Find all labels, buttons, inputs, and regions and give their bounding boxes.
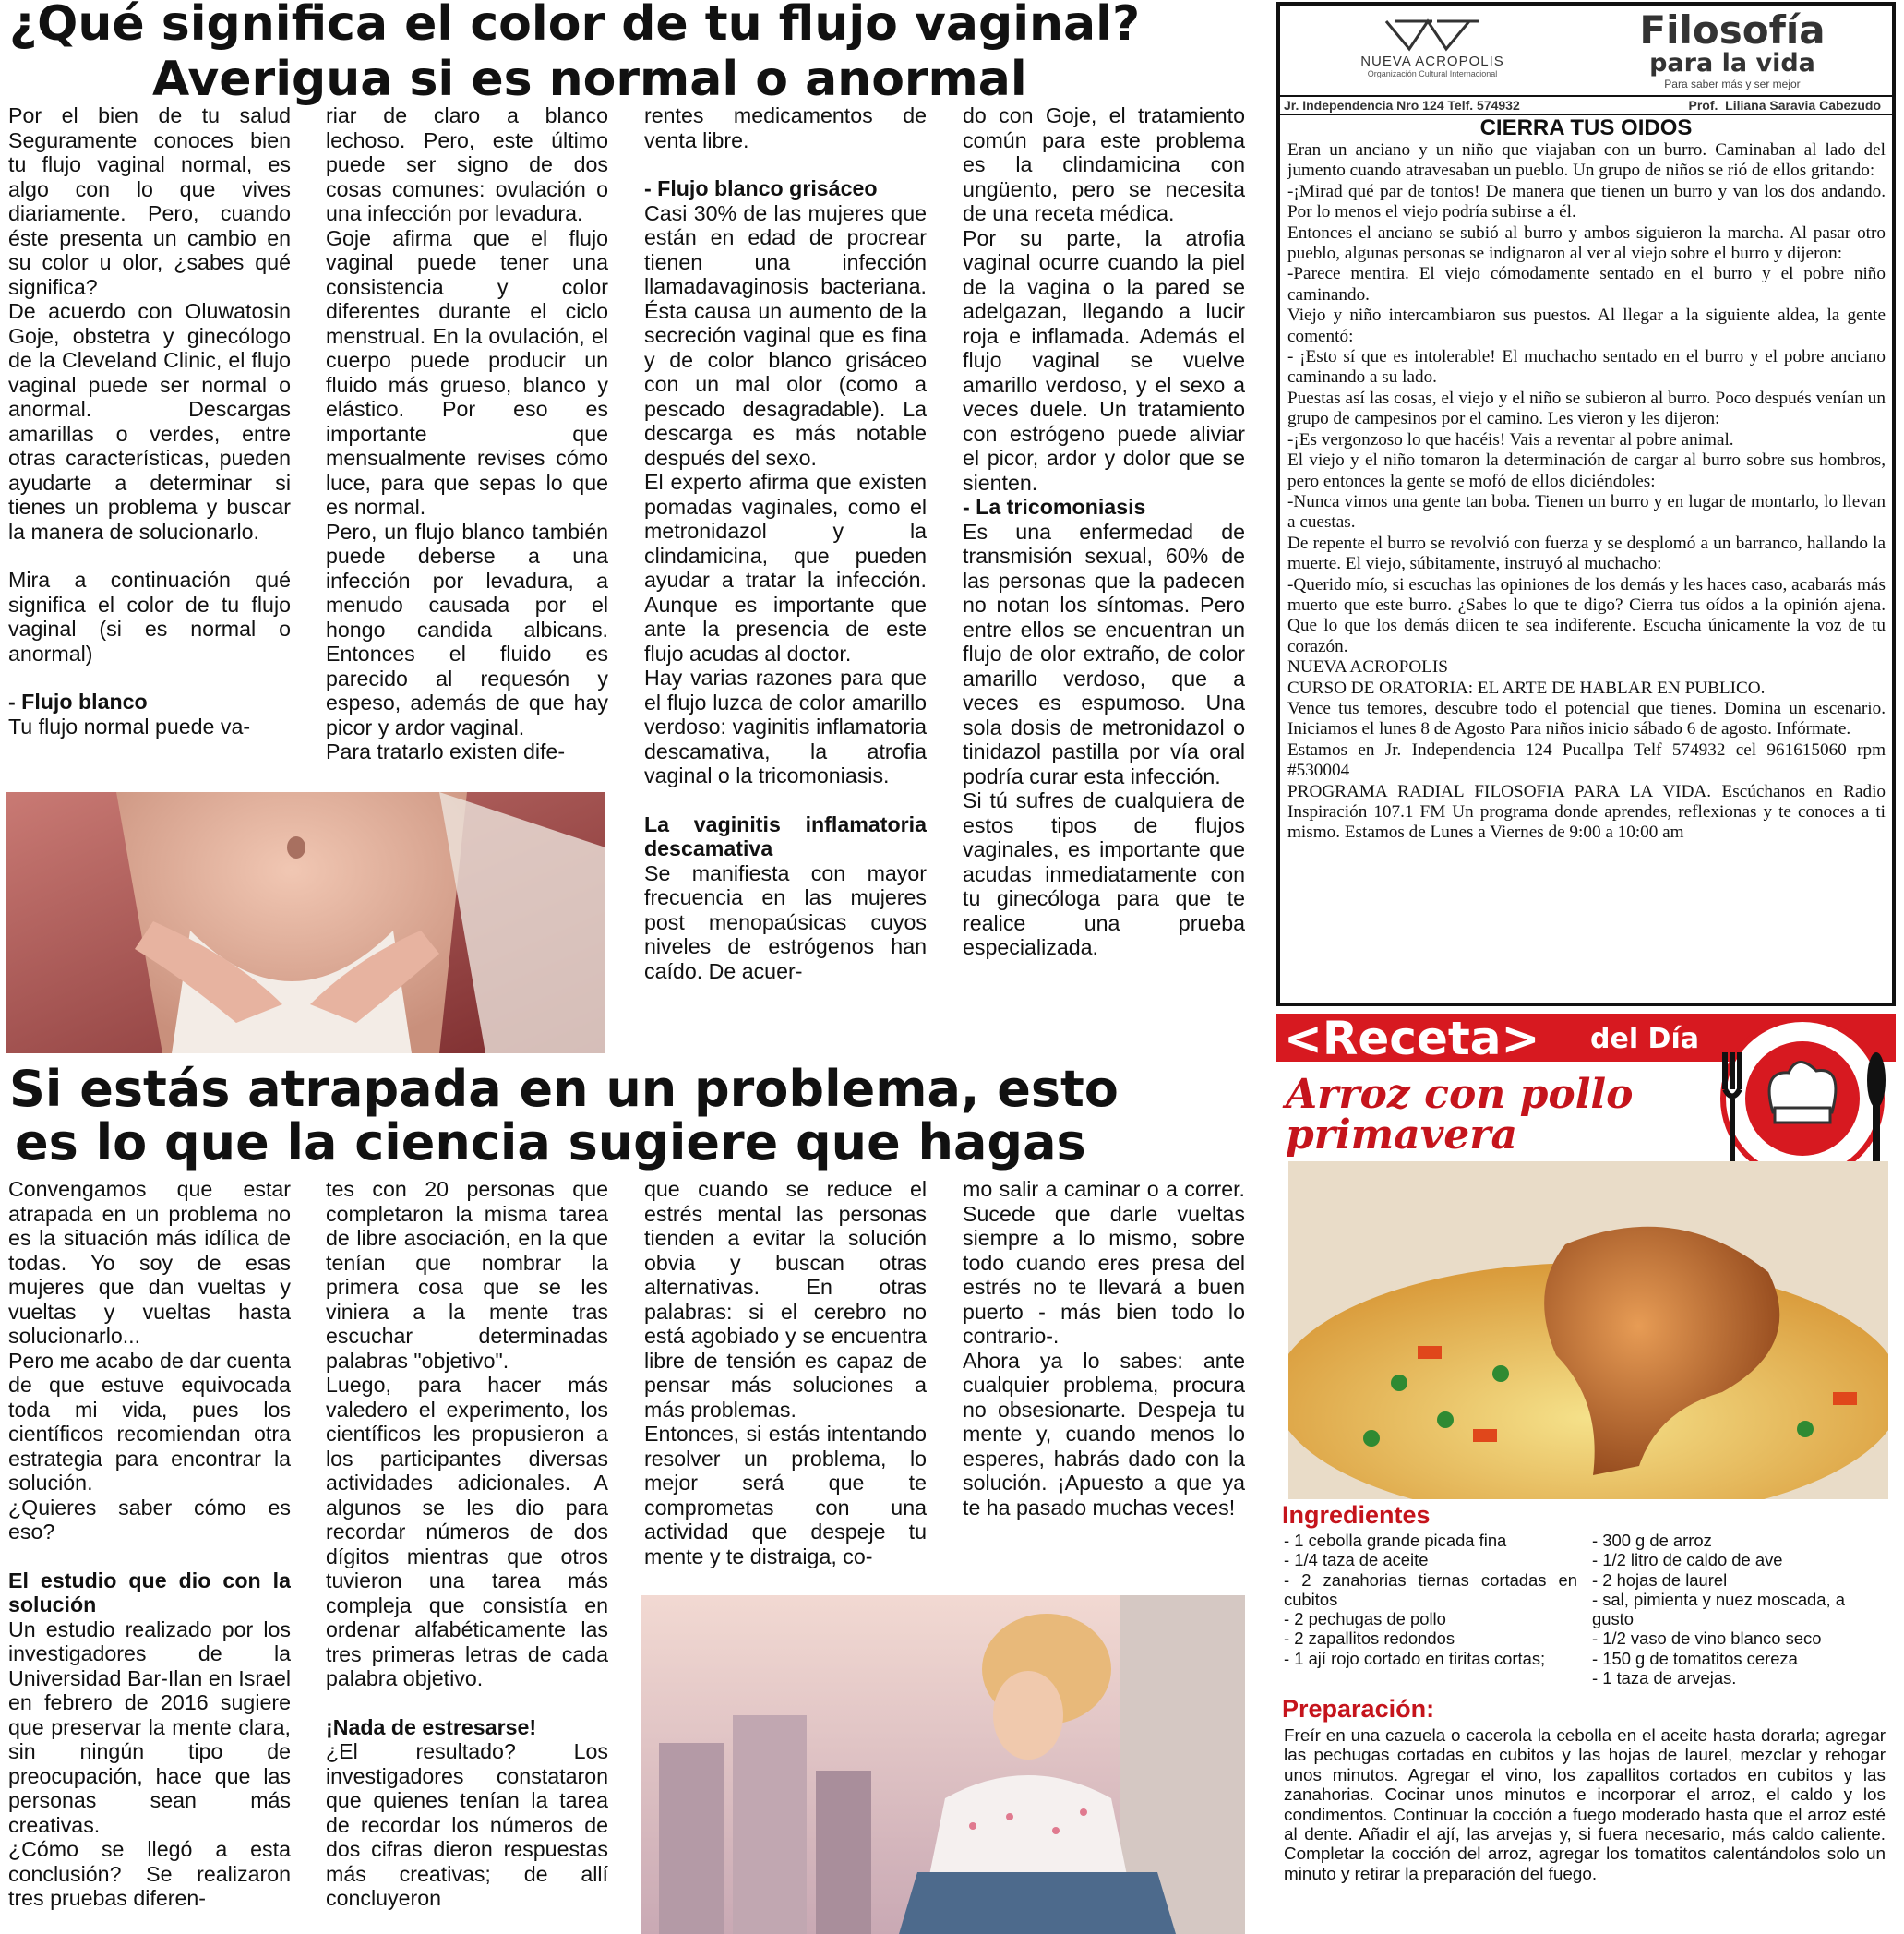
paragraph: que cuando se reduce el estrés mental las personas tienden a evitar la solución obvia y buscan otras alternativas. En otras palabras: si el cerebro no está agobiado y se encuentra libre de tensión es capaz de pensar más soluciones a más problemas.	[644, 1177, 927, 1422]
paragraph: Es una enfermedad de transmisión sexual, 60% de las personas que la padecen no notan los síntomas. Pero entre ellos se encuentran un flujo de olor extraño, de color amarillo verdoso, que a veces es espumoso. Una sola dosis de metronidazol o tinidazol pastilla por vía oral podría curar esta infección.	[963, 519, 1245, 788]
recipe-box	[1276, 1014, 1896, 1934]
paragraph: Pero, un flujo blanco también puede deberse a una infección por levadura, a menudo causada por el hongo candida albicans. Entonces el fluido es parecido al requesón y espeso, además de que hay picor y ardor vaginal.	[326, 519, 608, 739]
recipe-header-title: <Receta>	[1284, 1012, 1540, 1065]
paragraph: Entonces, si estás intentando resolver un problema, lo mejor será que te comprometas con una actividad que despeje tu mente y te distraiga, co-	[644, 1422, 927, 1568]
paragraph: riar de claro a blanco lechoso. Pero, este último puede ser signo de dos cosas comunes: ovulación o una infección por levadura.	[326, 103, 608, 225]
woman-photo-illustration	[6, 792, 605, 1053]
article1-photo	[6, 792, 605, 1053]
subheading: ¡Nada de estresarse!	[326, 1714, 537, 1739]
ingredient-item: - 2 zapallitos redondos	[1284, 1628, 1455, 1649]
article2-photo	[641, 1595, 1245, 1934]
subheading: El estudio que dio con la solución	[8, 1568, 291, 1616]
dish-line1: Arroz con pollo	[1286, 1071, 1634, 1118]
ingredients-list-left	[1284, 1531, 1577, 1668]
paragraph: Tu flujo normal puede va-	[8, 714, 251, 739]
paragraph: De acuerdo con Oluwatosin Goje, obstetra y ginecólogo de la Cleveland Clinic, el flujo vaginal puede ser normal o anormal. Descargas amarillas o verdes, entre otras características, pueden ayudarte a determinar si tienes un problema y buscar la manera de solucionarlo.	[8, 299, 291, 544]
preparation-text: Freír en una cazuela o cacerola la cebolla en el aceite hasta dorarla; agregar las pechugas cortadas en cubitos y las hojas de laurel, mezclar y rehogar unos minutos. Agregar el vino, los zapallitos cortados en cubitos y las zanahorias. Cocinar unos minutos e incorporar el arroz, el caldo y los condimentos. Continuar la cocción a fuego moderado hasta que el arroz esté al dente. Añadir el ají, las arvejas y, si fuera necesario, más caldo caliente. Completar la cocción del arroz, agregar los tomatitos calentándolos solo un minuto y retirar la preparación del fuego.	[1284, 1726, 1886, 1884]
paragraph: tes con 20 personas que completaron la misma tarea de libre asociación, en la que tenían que nombrar la primera cosa que se les viniera a la mente tras escuchar determinadas palabras "objetivo".	[326, 1177, 608, 1373]
paragraph: do con Goje, el tratamiento común para este problema es la clindamicina con ungüento, pero se necesita de una receta médica.	[963, 103, 1245, 225]
story-paragraph: -¡Es vergonzoso lo que hacéis! Vais a reventar al pobre animal.	[1287, 429, 1734, 450]
acropolis-logo-icon	[1377, 17, 1488, 54]
article2-column-4	[963, 1177, 1245, 1583]
brand-title	[1594, 7, 1871, 90]
professor-credit	[1688, 97, 1881, 114]
address-bar	[1280, 95, 1892, 115]
recipe-header-sub: del Día	[1590, 1023, 1699, 1055]
ingredient-item: - 1/2 vaso de vino blanco seco	[1592, 1628, 1822, 1649]
address-text: Jr. Independencia Nro 124 Telf. 574932	[1284, 98, 1520, 113]
ingredient-item: - 1/4 taza de aceite	[1284, 1550, 1429, 1570]
paragraph: Pero me acabo de dar cuenta de que estuve equivocada toda mi vida, pues los científicos recomiendan otra estrategia para encontrar la solución.	[8, 1348, 291, 1495]
story-paragraph: -Nunca vimos una gente tan boba. Tienen un burro y en lugar de montarlo, lo llevan a cuestas.	[1287, 491, 1886, 533]
paragraph-gap	[8, 666, 291, 690]
chicken-rice-illustration	[1288, 1161, 1888, 1499]
paragraph: Goje afirma que el flujo vaginal puede tener una consistencia y color diferentes durante el ciclo menstrual. En la ovulación, el cuerpo puede producir un fluido más grueso, blanco y elástico. Por eso es importante que mensualmente revises cómo luce, para que sepas lo que es normal.	[326, 225, 608, 519]
recipe-dish-name	[1286, 1071, 1634, 1159]
paragraph: Luego, para hacer más valedero el experimento, los científicos les propusieron a los participantes diversas actividades adicionales. A algunos se les dio para recordar números de dos dígitos mientras que otros tuvieron una tarea más compleja que consistía en ordenar alfabéticamente las tres primeras letras de cada palabra objetivo.	[326, 1373, 608, 1690]
brand-line2: para la vida	[1649, 49, 1815, 78]
article2-column-2	[326, 1177, 608, 1934]
ingredient-item: - 2 pechugas de pollo	[1284, 1609, 1446, 1629]
paragraph-gap	[8, 1544, 291, 1568]
ingredients-title: Ingredientes	[1282, 1501, 1431, 1529]
paragraph-gap	[8, 544, 291, 568]
paragraph-gap	[644, 152, 927, 176]
story-body	[1287, 140, 1886, 1006]
brand-line1: Filosofía	[1639, 7, 1826, 53]
article1-column-2	[326, 103, 608, 787]
dish-line2: primavera	[1286, 1111, 1517, 1159]
paragraph: Ahora ya lo sabes: ante cualquier problema, procura no obsesionarte. Despeja tu mente y, cuando menos lo esperes, habrás dado con la solución. ¡Apuesto a que ya te ha pasado muchas veces!	[963, 1348, 1245, 1520]
paragraph: Mira a continuación qué significa el color de tu flujo vaginal (si es normal o anormal)	[8, 568, 291, 666]
story-paragraph: Estamos en Jr. Independencia 124 Pucallpa Telf 574932 cel 961615060 rpm #530004	[1287, 739, 1886, 781]
brand-tagline: Para saber más y ser mejor	[1664, 78, 1801, 90]
recipe-photo	[1288, 1161, 1888, 1499]
paragraph: Se manifiesta con mayor frecuencia en las mujeres post menopaúsicas cuyos niveles de estrógenos han caído. De acuer-	[644, 860, 927, 983]
story-paragraph: NUEVA ACROPOLIS	[1287, 657, 1448, 678]
thinking-woman-illustration	[641, 1595, 1245, 1934]
subheading: - Flujo blanco	[8, 690, 148, 714]
paragraph: Si tú sufres de cualquiera de estos tipos de flujos vaginales, es importante que acudas inmediatamente con tu ginecóloga para que te realice una prueba especializada.	[963, 788, 1245, 959]
paragraph: ¿Cómo se llegó a esta conclusión? Se realizaron tres pruebas diferen-	[8, 1837, 291, 1910]
article1-column-3	[644, 103, 927, 1054]
story-paragraph: PROGRAMA RADIAL FILOSOFIA PARA LA VIDA. Escúchanos en Radio Inspiración 107.1 FM Un programa donde aprendes, reflexionas y te conoces a ti mismo. Estamos de Lunes a Viernes de 9:00 a 10:00 am	[1287, 781, 1886, 843]
paragraph: ¿Quieres saber cómo es eso?	[8, 1495, 291, 1544]
ingredient-item: - 1 taza de arvejas.	[1592, 1668, 1737, 1688]
story-paragraph: -Querido mío, si escuchas las opiniones de los demás y les haces caso, acabarás más muerto que este burro. ¿Sabes lo que te digo? Cierra tus oídos a la opinión ajena. Que lo que los demás diicen te sea indiferente. Escucha únicamente la voz de tu corazón.	[1287, 574, 1886, 656]
subheading: - La tricomoniasis	[963, 495, 1146, 519]
story-title: CIERRA TUS OIDOS	[1479, 115, 1693, 140]
paragraph: ¿El resultado? Los investigadores constataron que quienes tenían la tarea de recordar los números de dos cifras dieron respuestas más creativas; de allí concluyeron	[326, 1739, 608, 1910]
story-paragraph: De repente el burro se revolvió con fuerza y se desplomó a un barranco, hallando la muerte. El viejo, súbitamente, instruyó al muchacho:	[1287, 533, 1886, 574]
story-paragraph: El viejo y el niño tomaron la determinación de cargar al burro sobre sus hombros, pero entonces la gente se mofó de ellos diciéndoles:	[1287, 450, 1886, 491]
ingredient-item: - 1 cebolla grande picada fina	[1284, 1531, 1507, 1550]
story-paragraph: Puestas así las cosas, el viejo y el niño se subieron al burro. Poco después venían un grupo de campesinos por el camino. Les vieron y les dijeron:	[1287, 388, 1886, 429]
ingredient-item: - sal, pimienta y nuez moscada, a gusto	[1592, 1589, 1845, 1629]
preparation-title: Preparación:	[1282, 1695, 1435, 1723]
paragraph: Para tratarlo existen dife-	[326, 739, 566, 763]
article1-title-line2: Averigua si es normal o anormal	[152, 52, 1027, 107]
ingredients-list-right	[1592, 1531, 1886, 1688]
professor-label: Prof.	[1688, 98, 1718, 113]
paragraph-gap	[644, 788, 927, 812]
article1-column-4	[963, 103, 1245, 1054]
story-paragraph: - ¡Esto sí que es intolerable! El muchacho sentado en el burro y el pobre anciano caminando a su lado.	[1287, 347, 1886, 388]
professor-name: Liliana Saravia Cabezudo	[1725, 98, 1881, 113]
story-paragraph: Entonces el anciano se subió al burro y ambos siguieron la marcha. Al pasar otro pueblo, algunas personas se indignaron al ver al viejo sobre el burro y dijeron:	[1287, 222, 1886, 264]
paragraph: Un estudio realizado por los investigadores de la Universidad Bar-Ilan en Israel en febrero de 2016 sugiere que preservar la mente clara, sin ningún tipo de preocupación, hace que las personas sean más creativas.	[8, 1616, 291, 1837]
ingredient-item: - 2 zanahorias tiernas cortadas en cubitos	[1284, 1569, 1577, 1609]
paragraph: El experto afirma que existen pomadas vaginales, como el metronidazol y la clindamicina, que pueden ayudar a tratar la infección. Aunque es importante que ante la presencia de este flujo acudas al doctor.	[644, 470, 927, 666]
subheading: - Flujo blanco grisáceo	[644, 176, 878, 200]
paragraph: rentes medicamentos de venta libre.	[644, 103, 927, 152]
paragraph: Por el bien de tu salud Seguramente conoces bien tu flujo vaginal normal, es algo con lo que vives diariamente. Pero, cuando éste presenta un cambio en su color u olor, ¿sabes qué significa?	[8, 103, 291, 299]
story-paragraph: Vence tus temores, descubre todo el potencial que tienes. Domina un escenario. Iniciamos el lunes 8 de Agosto Para niños inicio sábado 6 de agosto. Infórmate.	[1287, 698, 1886, 739]
article1-column-1	[8, 103, 291, 787]
paragraph: mo salir a caminar o a correr. Sucede que darle vueltas siempre a lo mismo, sobre todo cuando eres presa del estrés no te llevará a buen puerto - más bien todo lo contrario-.	[963, 1177, 1245, 1348]
paragraph: Convengamos que estar atrapada en un problema no es la situación más idílica de todas. Yo soy de esas mujeres que dan vueltas y vueltas y vueltas hasta solucionarlo...	[8, 1177, 291, 1348]
ingredient-item: - 150 g de tomatitos cereza	[1592, 1648, 1798, 1668]
philosophy-box	[1276, 2, 1896, 1006]
story-paragraph: -¡Mirad qué par de tontos! De manera que tienen un burro y van los dos andando. Por lo menos el viejo podría subirse a él.	[1287, 181, 1886, 222]
story-paragraph: Eran un anciano y un niño que viajaban con un burro. Caminaban al lado del jumento cuando atravesaban un pueblo. Un grupo de niños se rió de ellos gritando:	[1287, 140, 1886, 181]
paragraph-gap	[326, 1691, 608, 1715]
logo-name: NUEVA ACROPOLIS	[1360, 54, 1504, 69]
story-paragraph: -Parece mentira. El viejo cómodamente sentado en el burro y el pobre niño caminando.	[1287, 264, 1886, 305]
ingredient-item: - 300 g de arroz	[1592, 1531, 1712, 1550]
article2-title-line2: es lo que la ciencia sugiere que hagas	[15, 1113, 1086, 1171]
story-paragraph: Viejo y niño intercambiaron sus puestos. Al llegar a la siguiente aldea, la gente comentó:	[1287, 306, 1886, 346]
paragraph: Casi 30% de las mujeres que están en edad de procrear tienen una infección llamadavaginosis bacteriana. Ésta causa un aumento de la secreción vaginal que es fina y de color blanco grisáceo con un mal olor (como a pescado desagradable). La descarga es más notable después del sexo.	[644, 200, 927, 470]
ingredient-item: - 1 ají rojo cortado en tiritas cortas;	[1284, 1648, 1546, 1668]
article2-column-1	[8, 1177, 291, 1934]
subheading: La vaginitis inflamatoria descamativa	[644, 811, 927, 860]
ingredient-item: - 1/2 litro de caldo de ave	[1592, 1550, 1783, 1570]
chef-hat-icon	[1710, 1015, 1895, 1182]
article2-title-line1: Si estás atrapada en un problema, esto	[9, 1060, 1119, 1118]
paragraph: Hay varias razones para que el flujo luzca de color amarillo verdoso: vaginitis inflamatoria descamativa, la atrofia vaginal o la tricomoniasis.	[644, 666, 927, 787]
logo-subtitle: Organización Cultural Internacional	[1367, 69, 1498, 78]
paragraph: Por su parte, la atrofia vaginal ocurre cuando la piel de la vagina o la pared se adelgazan, llegando a lucir roja e inflamada. Además el flujo vaginal se vuelve amarillo verdoso, y el sexo a veces duele. Un tratamiento con estrógeno puede aliviar el picor, ardor y dolor que se sienten.	[963, 225, 1245, 495]
article2-column-3	[644, 1177, 927, 1583]
story-paragraph: CURSO DE ORATORIA: EL ARTE DE HABLAR EN PUBLICO.	[1287, 678, 1766, 698]
article1-title-line1: ¿Qué significa el color de tu flujo vaginal?	[9, 0, 1141, 52]
nueva-acropolis-logo	[1308, 17, 1557, 90]
chef-emblem	[1710, 1015, 1895, 1182]
ingredient-item: - 2 hojas de laurel	[1592, 1569, 1728, 1590]
